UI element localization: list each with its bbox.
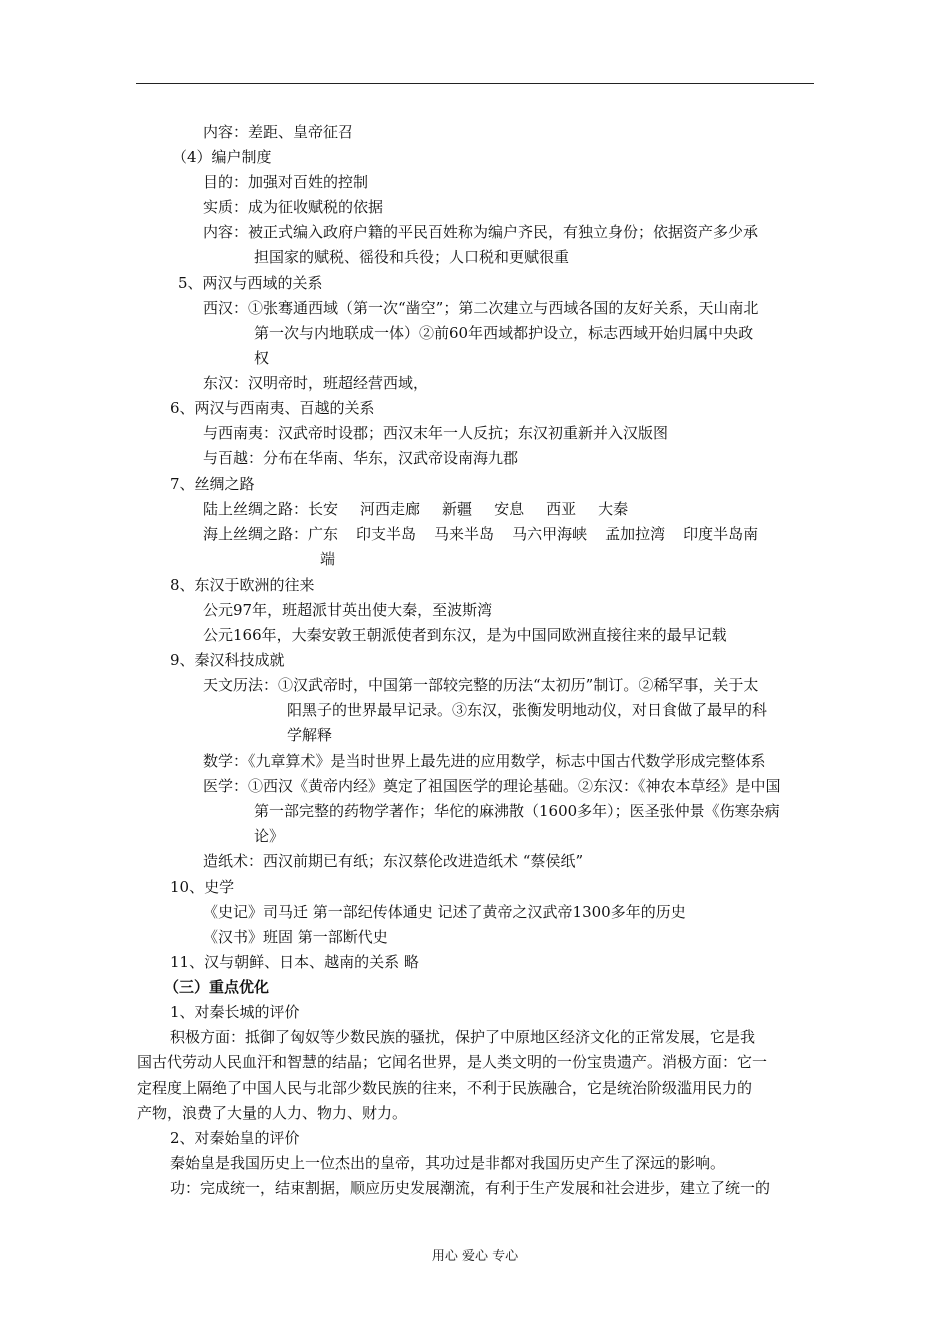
text-line: 第一次与内地联成一体）②前60年西域都护设立，标志西域开始归属中央政 bbox=[254, 324, 754, 342]
text-line: 东汉：汉明帝时，班超经营西域， bbox=[203, 374, 429, 392]
section-heading: 8、东汉于欧洲的往来 bbox=[170, 576, 315, 594]
text-line: 内容：被正式编入政府户籍的平民百姓称为编户齐民，有独立身份；依据资产多少承 bbox=[203, 223, 759, 241]
section-heading: 10、史学 bbox=[170, 878, 235, 896]
route-stop: 河西走廊 bbox=[360, 500, 421, 518]
text-line: 数学：《九章算术》是当时世界上最先进的应用数学，标志中国古代数学形成完整体系 bbox=[203, 752, 766, 770]
text-line: 造纸术：西汉前期已有纸；东汉蔡伦改进造纸术 “蔡侯纸” bbox=[203, 852, 584, 870]
text-line: 阳黑子的世界最早记录。③东汉，张衡发明地动仪，对日食做了最早的科 bbox=[287, 701, 768, 719]
paragraph-line: 定程度上隔绝了中国人民与北部少数民族的往来，不利于民族融合，它是统治阶级滥用民力的 bbox=[137, 1079, 753, 1097]
text-line: 西汉：①张骞通西域（第一次“凿空”；第二次建立与西域各国的友好关系，天山南北 bbox=[203, 299, 759, 317]
route-stop: 安息 bbox=[494, 500, 525, 518]
route-stop: 长安 bbox=[308, 500, 339, 518]
section-heading: 2、对秦始皇的评价 bbox=[170, 1129, 300, 1147]
paragraph-line: 积极方面：抵御了匈奴等少数民族的骚扰，保护了中原地区经济文化的正常发展，它是我 bbox=[170, 1028, 756, 1046]
text-line: 学解释 bbox=[287, 726, 333, 744]
text-line: 端 bbox=[320, 550, 336, 568]
route-stop: 大秦 bbox=[598, 500, 629, 518]
route-stop: 新疆 bbox=[442, 500, 473, 518]
page-footer: 用心 爱心 专心 bbox=[431, 1249, 519, 1264]
land-silk-road-label: 陆上丝绸之路： bbox=[203, 500, 309, 518]
text-line: 担国家的赋税、徭役和兵役；人口税和更赋很重 bbox=[254, 248, 570, 266]
route-stop: 马六甲海峡 bbox=[512, 525, 588, 543]
section-heading: 6、两汉与西南夷、百越的关系 bbox=[170, 399, 375, 417]
text-line: 医学：①西汉《黄帝内经》奠定了祖国医学的理论基础。②东汉：《神农本草经》是中国 bbox=[203, 777, 781, 795]
text-line: 实质：成为征收赋税的依据 bbox=[203, 198, 384, 216]
route-stop: 广东 bbox=[308, 525, 339, 543]
section-heading: 1、对秦长城的评价 bbox=[170, 1003, 300, 1021]
text-line: 《汉书》班固 第一部断代史 bbox=[203, 928, 388, 946]
section-heading: 7、丝绸之路 bbox=[170, 475, 255, 493]
route-stop: 西亚 bbox=[546, 500, 577, 518]
text-line: 公元97年，班超派甘英出使大秦，至波斯湾 bbox=[203, 601, 493, 619]
text-line: 天文历法：①汉武帝时，中国第一部较完整的历法“太初历”制订。②稀罕事，关于太 bbox=[203, 676, 759, 694]
text-line: 公元166年，大秦安敦王朝派使者到东汉，是为中国同欧洲直接往来的最早记载 bbox=[203, 626, 727, 644]
header-rule bbox=[136, 83, 814, 84]
text-line: 第一部完整的药物学著作；华佗的麻沸散（1600多年）；医圣张仲景《伤寒杂病 bbox=[254, 802, 780, 820]
paragraph-line: 产物，浪费了大量的人力、物力、财力。 bbox=[137, 1104, 408, 1122]
text-line: 与百越：分布在华南、华东，汉武帝设南海九郡 bbox=[203, 449, 519, 467]
text-line: 权 bbox=[254, 349, 270, 367]
section-heading: （4）编户制度 bbox=[172, 148, 272, 166]
paragraph-line: 功：完成统一，结束割据，顺应历史发展潮流，有利于生产发展和社会进步，建立了统一的 bbox=[170, 1179, 771, 1197]
route-stop: 印支半岛 bbox=[356, 525, 417, 543]
text-line: 内容：差距、皇帝征召 bbox=[203, 123, 354, 141]
text-line: 与西南夷：汉武帝时设郡；西汉末年一人反抗；东汉初重新并入汉版图 bbox=[203, 424, 669, 442]
land-silk-road-line bbox=[203, 499, 628, 519]
route-stop: 马来半岛 bbox=[434, 525, 495, 543]
route-stop: 孟加拉湾 bbox=[605, 525, 666, 543]
text-line: 《史记》司马迁 第一部纪传体通史 记述了黄帝之汉武帝1300多年的历史 bbox=[203, 903, 686, 921]
text-line: 论》 bbox=[254, 827, 285, 845]
text-line: 目的：加强对百姓的控制 bbox=[203, 173, 369, 191]
sea-silk-road-line bbox=[203, 524, 758, 544]
section-heading: 9、秦汉科技成就 bbox=[170, 651, 285, 669]
section-heading: 5、两汉与西域的关系 bbox=[178, 274, 323, 292]
paragraph-line: 国古代劳动人民血汗和智慧的结晶；它闻名世界，是人类文明的一份宝贵遗产。消极方面：它一 bbox=[137, 1053, 768, 1071]
route-stop: 印度半岛南 bbox=[683, 525, 759, 543]
sea-silk-road-label: 海上丝绸之路： bbox=[203, 525, 309, 543]
paragraph-line: 秦始皇是我国历史上一位杰出的皇帝，其功过是非都对我国历史产生了深远的影响。 bbox=[170, 1154, 726, 1172]
section-title: （三）重点优化 bbox=[164, 978, 270, 996]
section-heading: 11、汉与朝鲜、日本、越南的关系 略 bbox=[170, 953, 419, 971]
